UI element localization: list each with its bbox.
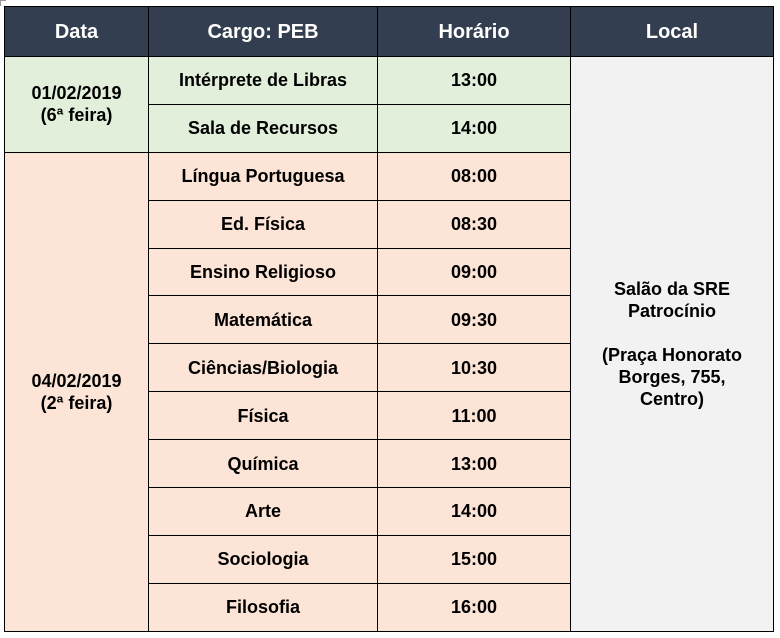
schedule-body (5, 57, 774, 632)
cargo-cell: Física (149, 392, 378, 440)
horario-cell: 09:00 (378, 248, 571, 296)
table-row (5, 57, 774, 105)
local-cell: Salão da SRE Patrocínio (Praça Honorato Borges, 755, Centro) (571, 57, 774, 632)
cargo-cell: Filosofia (149, 583, 378, 631)
horario-cell: 08:00 (378, 152, 571, 200)
cargo-cell: Ed. Física (149, 200, 378, 248)
cargo-cell: Intérprete de Libras (149, 57, 378, 105)
header-row (5, 7, 774, 57)
horario-cell: 09:30 (378, 296, 571, 344)
horario-cell: 14:00 (378, 104, 571, 152)
cargo-cell: Sala de Recursos (149, 104, 378, 152)
header-data: Data (5, 7, 149, 57)
header-local: Local (571, 7, 774, 57)
header-horario: Horário (378, 7, 571, 57)
horario-cell: 10:30 (378, 344, 571, 392)
cargo-cell: Ciências/Biologia (149, 344, 378, 392)
horario-cell: 16:00 (378, 583, 571, 631)
horario-cell: 15:00 (378, 535, 571, 583)
cargo-cell: Língua Portuguesa (149, 152, 378, 200)
horario-cell: 11:00 (378, 392, 571, 440)
cargo-cell: Sociologia (149, 535, 378, 583)
horario-cell: 13:00 (378, 57, 571, 105)
date-cell: 01/02/2019 (6ª feira) (5, 57, 149, 153)
horario-cell: 08:30 (378, 200, 571, 248)
date-cell: 04/02/2019 (2ª feira) (5, 152, 149, 631)
cargo-cell: Química (149, 440, 378, 488)
horario-cell: 14:00 (378, 488, 571, 536)
header-cargo: Cargo: PEB (149, 7, 378, 57)
cargo-cell: Ensino Religioso (149, 248, 378, 296)
horario-cell: 13:00 (378, 440, 571, 488)
cargo-cell: Arte (149, 488, 378, 536)
schedule-table (4, 6, 774, 632)
cargo-cell: Matemática (149, 296, 378, 344)
